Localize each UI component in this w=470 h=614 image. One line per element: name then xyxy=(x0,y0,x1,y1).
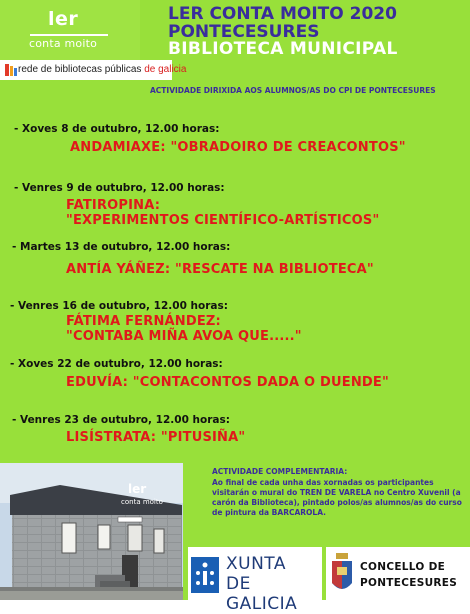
event-6-date: - Venres 23 de outubro, 12.00 horas: xyxy=(12,414,230,426)
xunta-text-line1: XUNTA xyxy=(226,554,286,574)
concello-text-line1: CONCELLO DE xyxy=(360,561,446,573)
library-photo xyxy=(0,463,183,600)
photo-logo-ler: ler xyxy=(128,482,147,496)
event-3-title: ANTÍA YÁÑEZ: "RESCATE NA BIBLIOTECA" xyxy=(66,262,374,277)
ler-conta-moito-logo xyxy=(0,0,140,60)
event-2-title-line2: "EXPERIMENTOS CIENTÍFICO-ARTÍSTICOS" xyxy=(66,213,380,228)
logo-conta-text: conta moito xyxy=(29,37,98,50)
poster-subtitle: ACTIVIDADE DIRIXIDA AOS ALUMNOS/AS DO CPI DE PONTECESURES xyxy=(150,86,436,95)
rede-text: rede de bibliotecas públicas xyxy=(18,64,145,75)
event-5-title: EDUVÍA: "CONTACONTOS DADA O DUENDE" xyxy=(66,375,389,390)
photo-logo-conta: conta moito xyxy=(121,498,163,506)
complementary-text: Ao final de cada unha das xornadas os participantes visitarán o mural do TREN DE VARELA no Centro Xuvenil (a carón da Biblioteca), pintado polos/as alumnos/as do curso de pintura da BARCAROLA. xyxy=(212,478,462,517)
logo-divider xyxy=(30,34,108,36)
event-3-date: - Martes 13 de outubro, 12.00 horas: xyxy=(12,241,231,253)
event-1-title: ANDAMIAXE: "OBRADOIRO DE CREACONTOS" xyxy=(70,140,406,155)
rede-text-galicia: de galicia xyxy=(144,64,187,75)
xunta-text-line2: DE GALICIA xyxy=(226,574,298,614)
event-4-title-line1: FÁTIMA FERNÁNDEZ: xyxy=(66,314,221,329)
event-5-date: - Xoves 22 de outubro, 12.00 horas: xyxy=(10,358,223,370)
complementary-heading: ACTIVIDADE COMPLEMENTARIA: xyxy=(212,467,348,476)
poster-title: LER CONTA MOITO 2020 xyxy=(168,4,397,24)
logo-ler-text: ler xyxy=(48,8,79,30)
event-4-date: - Venres 16 de outubro, 12.00 horas: xyxy=(10,300,228,312)
rede-bibliotecas-logo xyxy=(0,60,187,80)
event-1-date: - Xoves 8 de outubro, 12.00 horas: xyxy=(14,123,220,135)
event-2-date: - Venres 9 de outubro, 12.00 horas: xyxy=(14,182,225,194)
library-building-illustration xyxy=(0,463,183,600)
concello-text-line2: PONTECESURES xyxy=(360,577,458,589)
xunta-de-galicia-logo xyxy=(188,547,322,614)
concello-coat-of-arms-icon xyxy=(330,551,354,597)
event-4-title-line2: "CONTABA MIÑA AVOA QUE....." xyxy=(66,329,302,344)
event-6-title: LISÍSTRATA: "PITUSIÑA" xyxy=(66,430,246,445)
poster-library: BIBLIOTECA MUNICIPAL xyxy=(168,39,398,59)
library-network-icon xyxy=(4,63,18,77)
event-2-title-line1: FATIROPINA: xyxy=(66,198,161,213)
concello-logo xyxy=(326,547,470,600)
xunta-emblem-icon xyxy=(191,557,219,593)
poster-town: PONTECESURES xyxy=(168,22,320,42)
